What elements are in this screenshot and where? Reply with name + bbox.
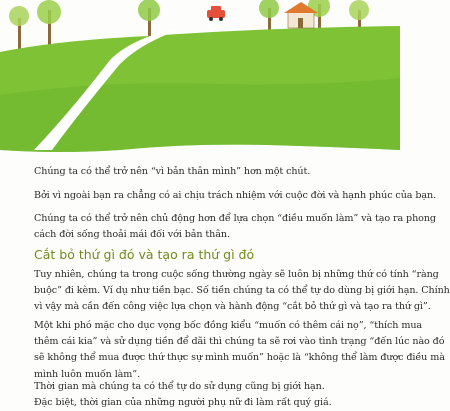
text-line: Một khi phó mặc cho dục vọng bốc đồng kiểu “muốn có thêm cái nọ”, “thích mua [34, 320, 423, 331]
body-paragraph [34, 188, 437, 204]
text-line: Thời gian mà chúng ta có thể tự do sử dụng cũng bị giới hạn. [34, 381, 325, 392]
body-paragraph [34, 318, 445, 383]
text-line: Chúng ta có thể trở nên chủ động hơn để lựa chọn “điều muốn làm” và tạo ra phong [34, 213, 436, 224]
text-line: Chúng ta có thể trở nên “vì bản thân mình” hơn một chút. [34, 166, 311, 177]
text-line: thêm cái kia” và sử dụng tiền để dãi thì chúng ta sẽ rơi vào tình trạng “đến lúc nào đó [34, 336, 445, 348]
body-paragraph [34, 395, 384, 411]
text-line: buộc” đi kèm. Ví dụ như tiền bạc. Số tiền chúng ta có thể tự do dùng bị giới hạn. Chính [34, 285, 450, 297]
text-line: cách đời sống thoải mái đối với bản thân. [34, 229, 230, 241]
section-heading: Cắt bỏ thứ gì đó và tạo ra thứ gì đó [34, 247, 255, 262]
body-paragraph [34, 211, 436, 243]
body-paragraph [34, 164, 384, 180]
body-paragraph [34, 379, 384, 395]
text-line: sẽ không thể mua được thứ thực sự mình muốn” hoặc là “không thể làm được điều mà [34, 352, 445, 364]
text-line: Tuy nhiên, chúng ta trong cuộc sống thường ngày sẽ luôn bị những thứ có tính “ràng [34, 269, 439, 280]
text-line: mình luôn muốn làm”. [34, 368, 141, 380]
text-line: Đặc biệt, thời gian của những người phụ nữ đi làm rất quý giá. [34, 397, 332, 408]
text-line: vì vậy mà cần đến công việc lựa chọn và hành động “cắt bỏ thứ gì và tạo ra thứ gì”. [34, 301, 431, 313]
text-line: Bởi vì ngoài bạn ra chẳng có ai chịu trách nhiệm với cuộc đời và hạnh phúc của bạn. [34, 190, 437, 201]
body-paragraph [34, 267, 450, 316]
